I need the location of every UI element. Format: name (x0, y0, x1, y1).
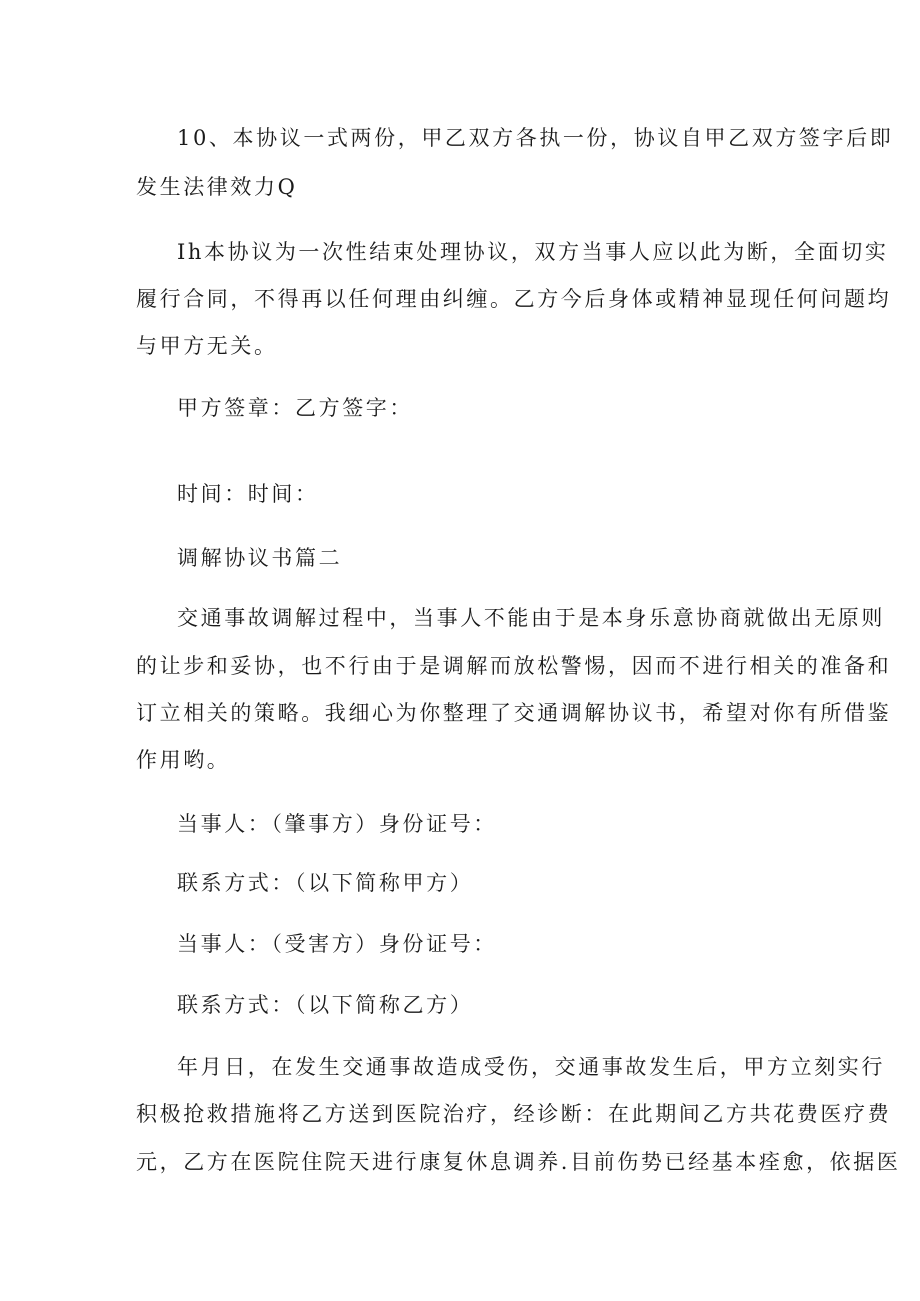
incident-line-1: 年月日，在发生交通事故造成受伤，交通事故发生后，甲方立刻实行 (177, 1055, 885, 1079)
intro-line-3: 订立相关的策略。我细心为你整理了交通调解协议书，希望对你有所借鉴 (136, 701, 892, 725)
clause-11-line-2: 履行合同，不得再以任何理由纠缠。乙方今后身体或精神显现任何问题均 (136, 287, 892, 311)
clause-11-line-3: 与甲方无关。 (136, 334, 278, 358)
party-a-line: 当事人：（肇事方）身份证号： (177, 812, 497, 836)
clause-10-line-2: 发生法律效力Q (136, 175, 298, 199)
party-b-line: 当事人：（受害方）身份证号： (177, 932, 497, 956)
contact-a-line: 联系方式：（以下简称甲方） (177, 871, 474, 895)
signature-line: 甲方签章：乙方签字： (177, 396, 413, 420)
section-heading-text: 调解协议书篇二 (177, 546, 343, 570)
time-line: 时间：时间： (177, 482, 319, 506)
clause-10-line-1: 10、本协议一式两份，甲乙双方各执一份，协议自甲乙双方签字后即 (177, 126, 894, 150)
incident-line-2: 积极抢救措施将乙方送到医院治疗，经诊断：在此期间乙方共花费医疗费 (136, 1102, 892, 1126)
contact-b-line: 联系方式：（以下简称乙方） (177, 993, 474, 1017)
intro-line-4: 作用哟。 (136, 748, 231, 772)
intro-line-2: 的让步和妥协，也不行由于是调解而放松警惕，因而不进行相关的准备和 (136, 654, 892, 678)
clause-11-line-1: Ih本协议为一次性结束处理协议，双方当事人应以此为断，全面切实 (177, 240, 889, 264)
incident-line-3: 元，乙方在医院住院天进行康复休息调养.目前伤势已经基本痊愈，依据医 (136, 1150, 901, 1174)
intro-line-1: 交通事故调解过程中，当事人不能由于是本身乐意协商就做出无原则 (177, 606, 885, 630)
